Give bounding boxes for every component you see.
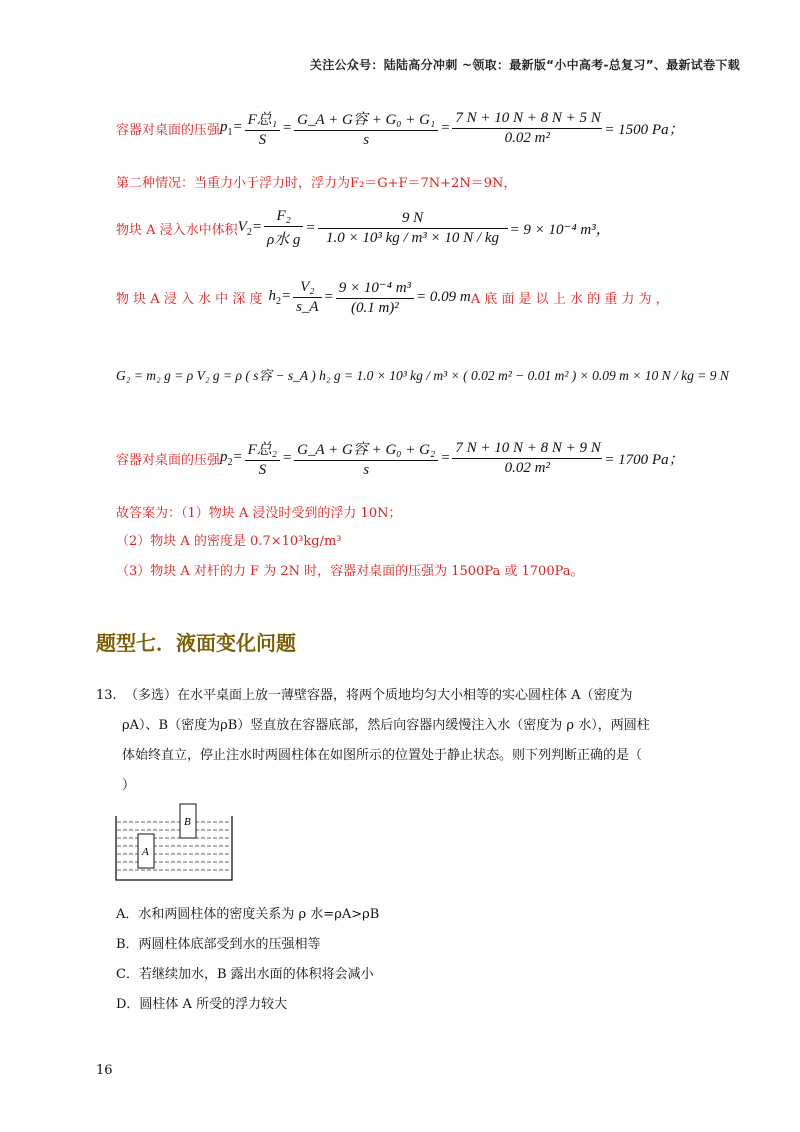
v2-equation: 物块 A 浸入水中体积 $V_2=$ $\frac{\text{F₂}}{\text{ρ水 g}}$ = $\frac{9 N}{\text{1.0 × 10³ kg / m³ × 10 N / kg}}$ = 9 × 10⁻⁴ m³，	[116, 208, 611, 248]
g2-equation: G₂ = m₂ g = ρ V₂ g = ρ ( s容 − s_A ) h₂ g = 1.0 × 10³ kg / m³ × ( 0.02 m² − 0.01 m² ) × 0.09 m × 10 N / kg = 9 N	[116, 368, 729, 383]
h2-tail: A 底 面 是 以 上 水 的 重 力 为 ，	[470, 292, 669, 307]
p1-equation: 容器对桌面的压强 $p_1=$ $\frac{\text{F总₁}}{S}$ = $\frac{\text{G\_A + G容 + G₀ + G₁}}{s}$ = $\frac{7 N + 10 N + 8 N + 5 N}{\text{0.02 m²}}$ = 1500 Pa；	[116, 110, 684, 148]
answer-intro: 故答案为：（1）物块 A 浸没时受到的浮力 10N；	[116, 506, 402, 521]
v2-frac-2: $\frac{9 N}{\text{1.0 × 10³ kg / m³ × 10 N / kg}}$	[318, 210, 508, 247]
container-walls	[116, 816, 232, 880]
page-number: 16	[96, 1063, 113, 1078]
option-b: B．两圆柱体底部受到水的压强相等	[116, 937, 321, 952]
question-number: 13.	[96, 688, 117, 703]
p1-label: 容器对桌面的压强	[116, 123, 221, 138]
question-line-1: 13. （多选）在水平桌面上放一薄壁容器，将两个质地均匀大小相等的实心圆柱体 A（密度为	[96, 688, 633, 703]
h2-frac-1: $\frac{\text{V₂}}{s\_A}$	[293, 279, 322, 316]
cylinder-a-label: A	[142, 846, 149, 858]
p2-frac-2: $\frac{\text{G\_A + G容 + G₀ + G₂}}{s}$	[294, 438, 438, 479]
v2-result: = 9 × 10⁻⁴ m³，	[509, 222, 611, 238]
container-figure	[114, 800, 234, 882]
p2-frac-3: $\frac{7 N + 10 N + 8 N + 9 N}{\text{0.02 m²}}$	[452, 440, 602, 477]
p2-result: = 1700 Pa；	[604, 452, 684, 468]
water-lines	[117, 822, 231, 870]
p1-lhs: $p_1=$	[220, 119, 243, 138]
h2-frac-2: $\frac{\text{9 × 10⁻⁴ m³}}{\text{(0.1 m)²}}$	[336, 278, 414, 317]
option-d: D．圆柱体 A 所受的浮力较大	[116, 997, 288, 1012]
question-line-3: 体始终直立，停止注水时两圆柱体在如图所示的位置处于静止状态。则下列判断正确的是（	[122, 748, 643, 763]
answer-3: （3）物块 A 对杆的力 F 为 2N 时，容器对桌面的压强为 1500Pa 或 1700Pa。	[116, 564, 584, 579]
question-line-4: ）	[122, 778, 136, 793]
v2-frac-1: $\frac{\text{F₂}}{\text{ρ水 g}}$	[264, 208, 303, 249]
h2-result: = 0.09 m	[416, 289, 471, 305]
h2-label: 物 块 A 浸 入 水 中 深 度	[116, 292, 263, 307]
p2-equation: 容器对桌面的压强 $p_2=$ $\frac{\text{F总₂}}{S}$ = $\frac{\text{G\_A + G容 + G₀ + G₂}}{s}$ = $\frac{7 N + 10 N + 8 N + 9 N}{\text{0.02 m²}}$ = 1700 Pa；	[116, 440, 684, 478]
h2-equation: 物 块 A 浸 入 水 中 深 度 $h_2=$ $\frac{\text{V₂}}{s\_A}$ = $\frac{\text{9 × 10⁻⁴ m³}}{\text{(0.1 m)²}}$ = 0.09 m A 底 面 是 以 上 水 的 重 力 为 ，	[116, 279, 669, 316]
p1-frac-3: $\frac{7 N + 10 N + 8 N + 5 N}{\text{0.02 m²}}$	[452, 110, 602, 147]
section-title: 题型七．液面变化问题	[96, 631, 296, 655]
case2-intro: 第二种情况：当重力小于浮力时，浮力为F₂＝G+F＝7N+2N＝9N，	[116, 176, 517, 191]
p1-frac-1: $\frac{\text{F总₁}}{S}$	[245, 108, 280, 149]
answer-2: （2）物块 A 的密度是 0.7×10³kg/m³	[116, 534, 342, 549]
page-header: 关注公众号：陆陆高分冲刺 ~领取：最新版“小中高考-总复习”、最新试卷下载	[309, 58, 740, 72]
p1-frac-2: $\frac{\text{G\_A + G容 + G₀ + G₁}}{s}$	[294, 108, 438, 149]
v2-label: 物块 A 浸入水中体积	[116, 223, 238, 238]
p2-frac-1: $\frac{\text{F总₂}}{S}$	[245, 438, 280, 479]
option-a: A．水和两圆柱体的密度关系为 ρ 水=ρA>ρB	[116, 907, 380, 922]
p2-label: 容器对桌面的压强	[116, 453, 221, 468]
option-c: C．若继续加水，B 露出水面的体积将会减小	[116, 967, 374, 982]
question-line-2: ρA）、B（密度为ρB）竖直放在容器底部，然后向容器内缓慢注入水（密度为 ρ 水），两圆柱	[122, 718, 650, 733]
cylinder-b-label: B	[184, 816, 191, 828]
p1-result: = 1500 Pa；	[604, 122, 684, 138]
